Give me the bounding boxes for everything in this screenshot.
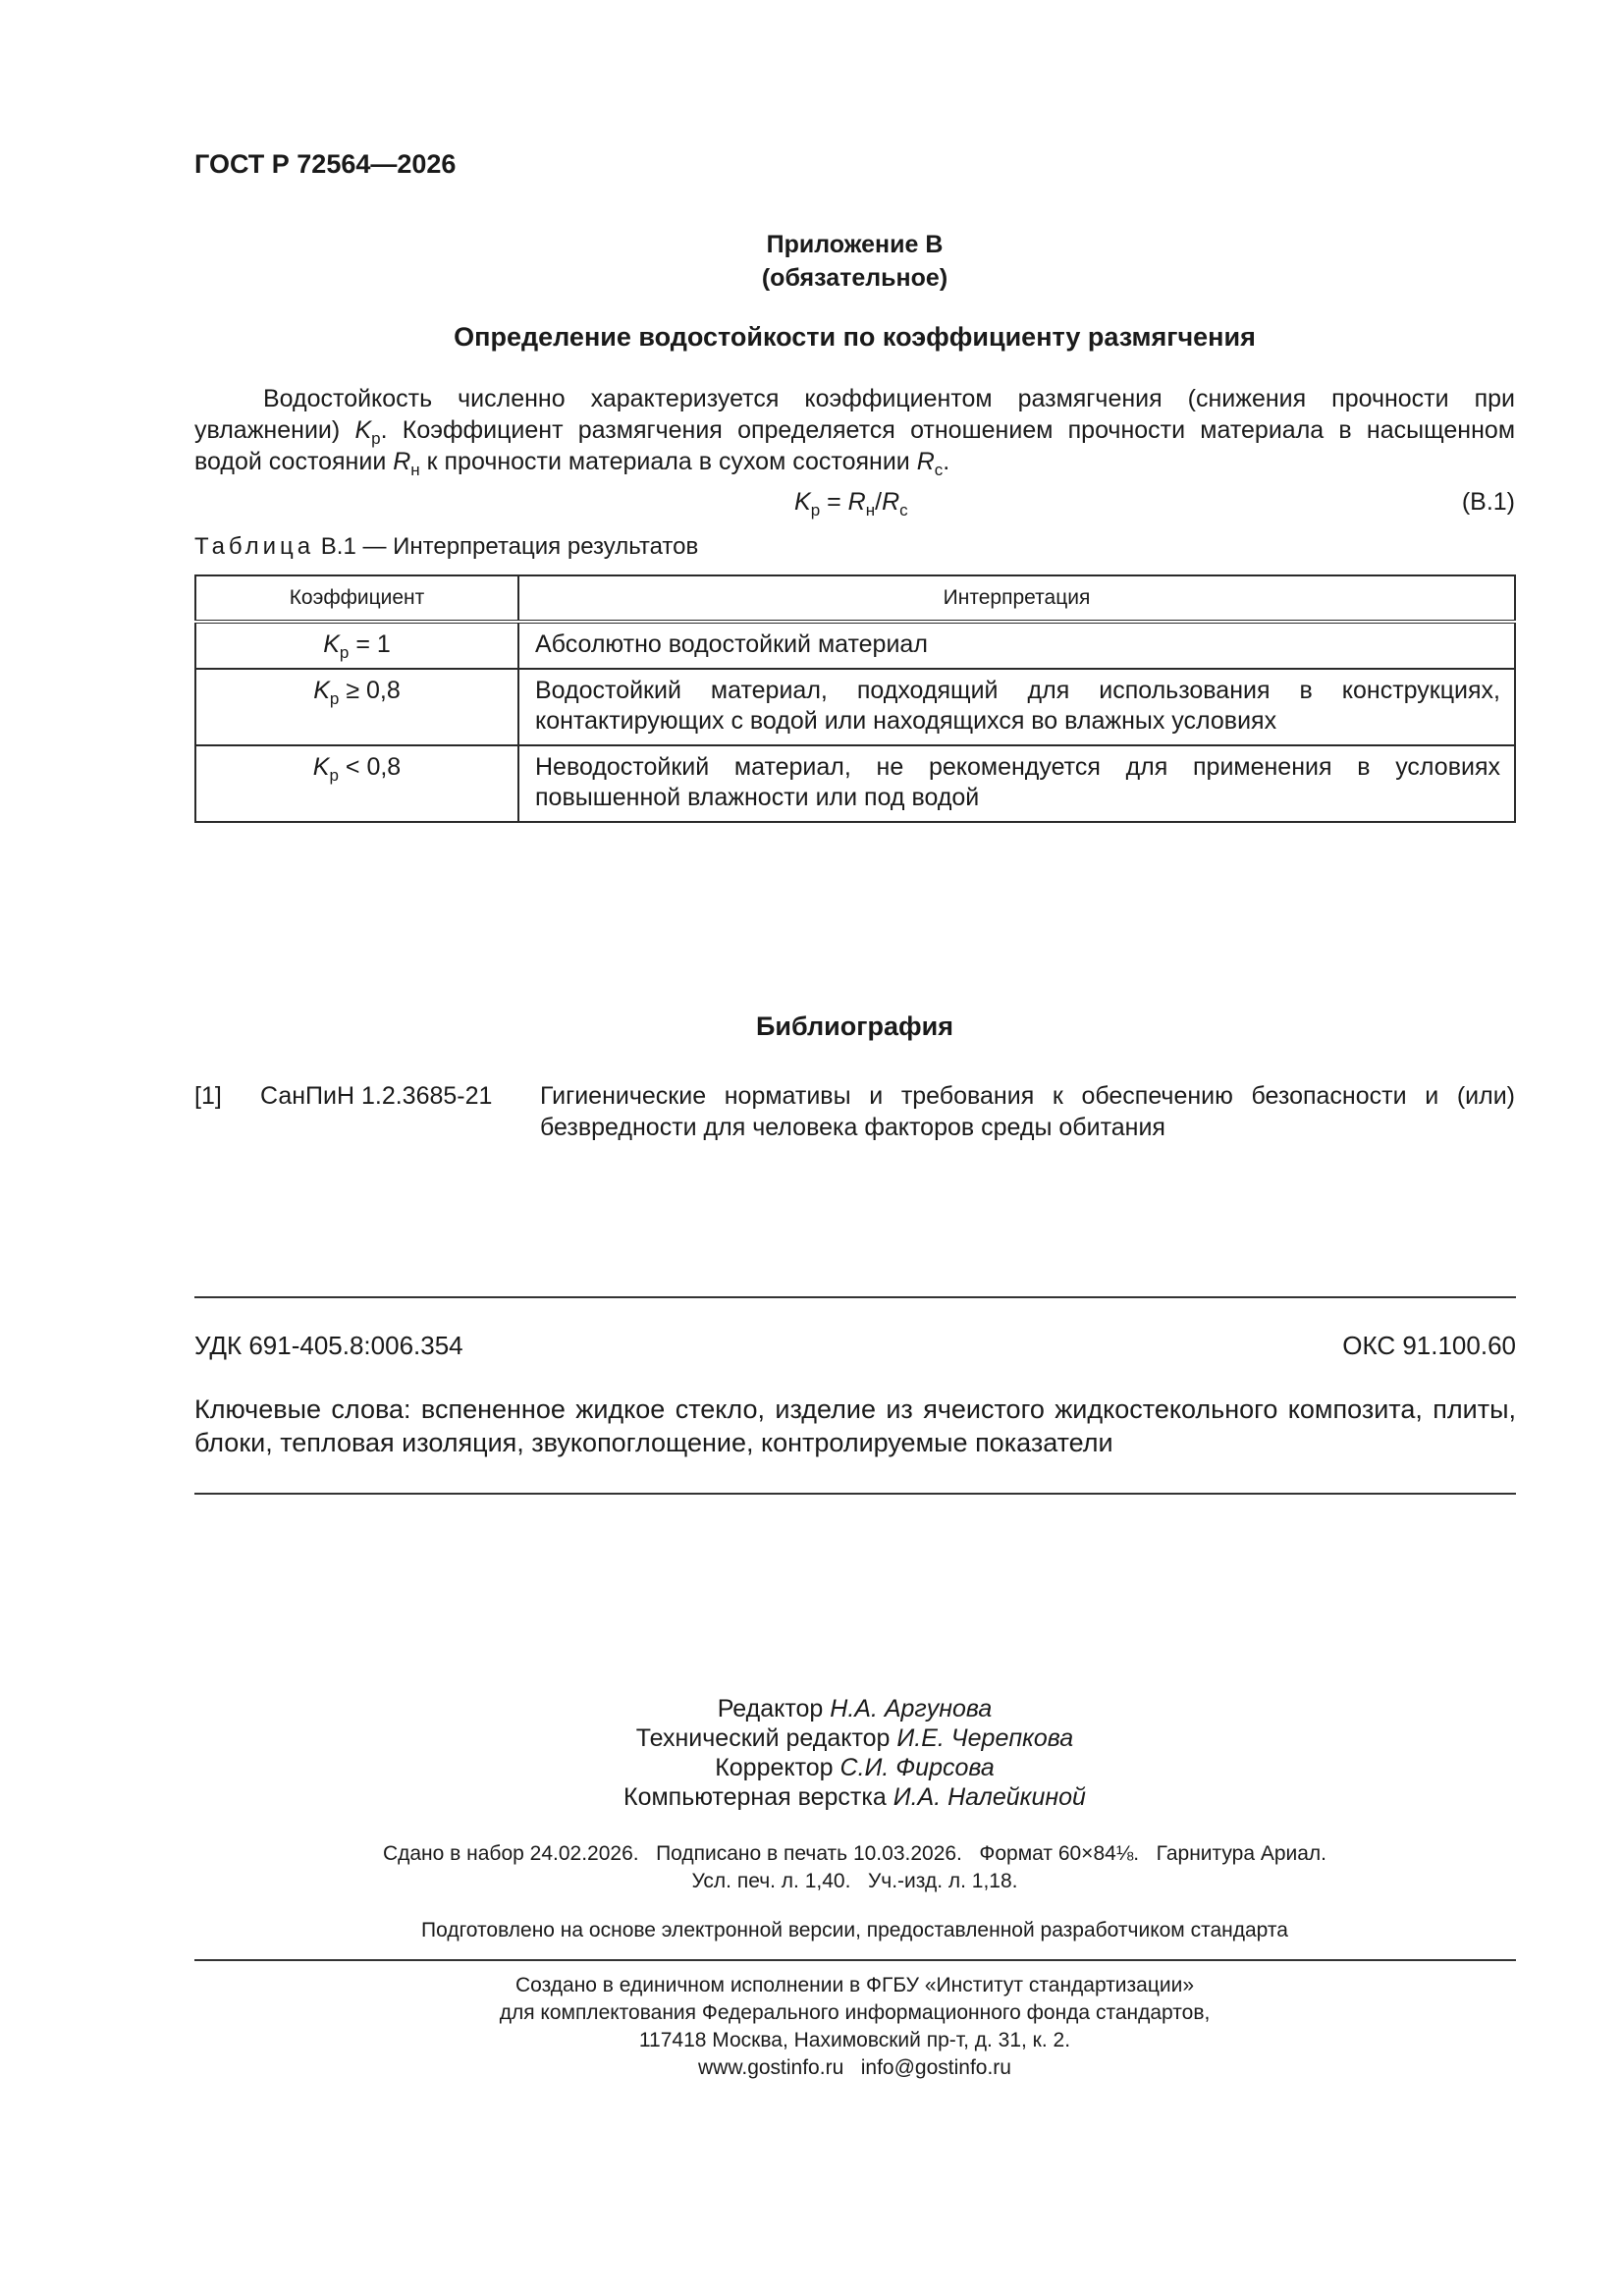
oks-code: ОКС 91.100.60 [1342, 1331, 1516, 1360]
divider-bottom [194, 1493, 1516, 1495]
formula-number: (В.1) [1461, 488, 1515, 516]
divider-top [194, 1296, 1516, 1298]
table-row [195, 622, 1515, 669]
bibliography-number: [1] [194, 1082, 222, 1110]
keywords: Ключевые слова: вспененное жидкое стекло, изделие из ячеистого жидкостекольного композита, плиты, блоки, тепловая изоляция, звукопоглощение, контролируемые показатели [194, 1394, 1516, 1457]
table-row [195, 745, 1515, 822]
bibliography-text: Гигиенические нормативы и требования к обеспечению безопасности и (или) безвредности для человека факторов среды обитания [540, 1082, 1515, 1141]
print-details: Сдано в набор 24.02.2026. Подписано в печать 10.03.2026. Формат 60×84⅛. Гарнитура Ариал. [382, 1842, 1327, 1865]
interpretation-table [194, 574, 1516, 823]
divider-imprint [194, 1959, 1516, 1961]
appendix-heading: Определение водостойкости по коэффициенту размягчения [454, 322, 1256, 352]
column-header-coefficient: Коэффициент [195, 575, 518, 622]
layout-line: Компьютерная верстка И.А. Налейкиной [623, 1783, 1086, 1811]
table-caption: Таблица В.1 — Интерпретация результатов [194, 533, 699, 560]
appendix-status: (обязательное) [761, 264, 948, 292]
bibliography-title: Библиография [756, 1011, 953, 1041]
prepared-note: Подготовлено на основе электронной версии, предоставленной разработчиком стандарта [421, 1919, 1288, 1941]
udk-code: УДК 691-405.8:006.354 [194, 1331, 463, 1360]
coefficient-cell: $K_р \ge 0,8$ [195, 669, 518, 745]
tech-editor-line: Технический редактор И.Е. Черепкова [635, 1724, 1074, 1752]
interpretation-cell: Неводостойкий материал, не рекомендуется для применения в условиях повышенной влажности или под водой [518, 745, 1515, 822]
created-line-2: для комплектования Федерального информационного фонда стандартов, [499, 2001, 1211, 2024]
print-sheets: Усл. печ. л. 1,40. Уч.-изд. л. 1,18. [691, 1870, 1018, 1892]
website-email: www.gostinfo.ru info@gostinfo.ru [698, 2056, 1011, 2079]
created-line-1: Создано в единичном исполнении в ФГБУ «Институт стандартизации» [514, 1974, 1195, 1996]
appendix-title: Приложение В [766, 231, 944, 258]
coefficient-cell: $K_р < 0,8$ [195, 745, 518, 822]
editor-line: Редактор Н.А. Аргунова [717, 1695, 993, 1722]
appendix-paragraph: Водостойкость численно характеризуется коэффициентом размягчения (снижения прочности при увлажнении) $K_р$. Коэффициент размягчения определяется отношением прочности материала в насыщенном водой состоянии $R_н$ к прочности материала в сухом состоянии $R_с$. [194, 385, 1516, 479]
interpretation-cell: Абсолютно водостойкий материал [518, 622, 1515, 669]
formula-expression: $K_р = R_н/R_с$ [794, 488, 908, 519]
table-row [195, 669, 1515, 745]
table-header-row [195, 575, 1515, 622]
proofreader-line: Корректор С.И. Фирсова [715, 1754, 995, 1781]
standard-number: ГОСТ Р 72564—2026 [194, 149, 457, 179]
column-header-interpretation: Интерпретация [518, 575, 1515, 622]
interpretation-cell: Водостойкий материал, подходящий для использования в конструкциях, контактирующих с водой или находящихся во влажных условиях [518, 669, 1515, 745]
bibliography-document: СанПиН 1.2.3685-21 [260, 1082, 493, 1110]
created-line-3: 117418 Москва, Нахимовский пр-т, д. 31, к. 2. [638, 2029, 1071, 2051]
coefficient-cell: $K_р = 1$ [195, 622, 518, 669]
